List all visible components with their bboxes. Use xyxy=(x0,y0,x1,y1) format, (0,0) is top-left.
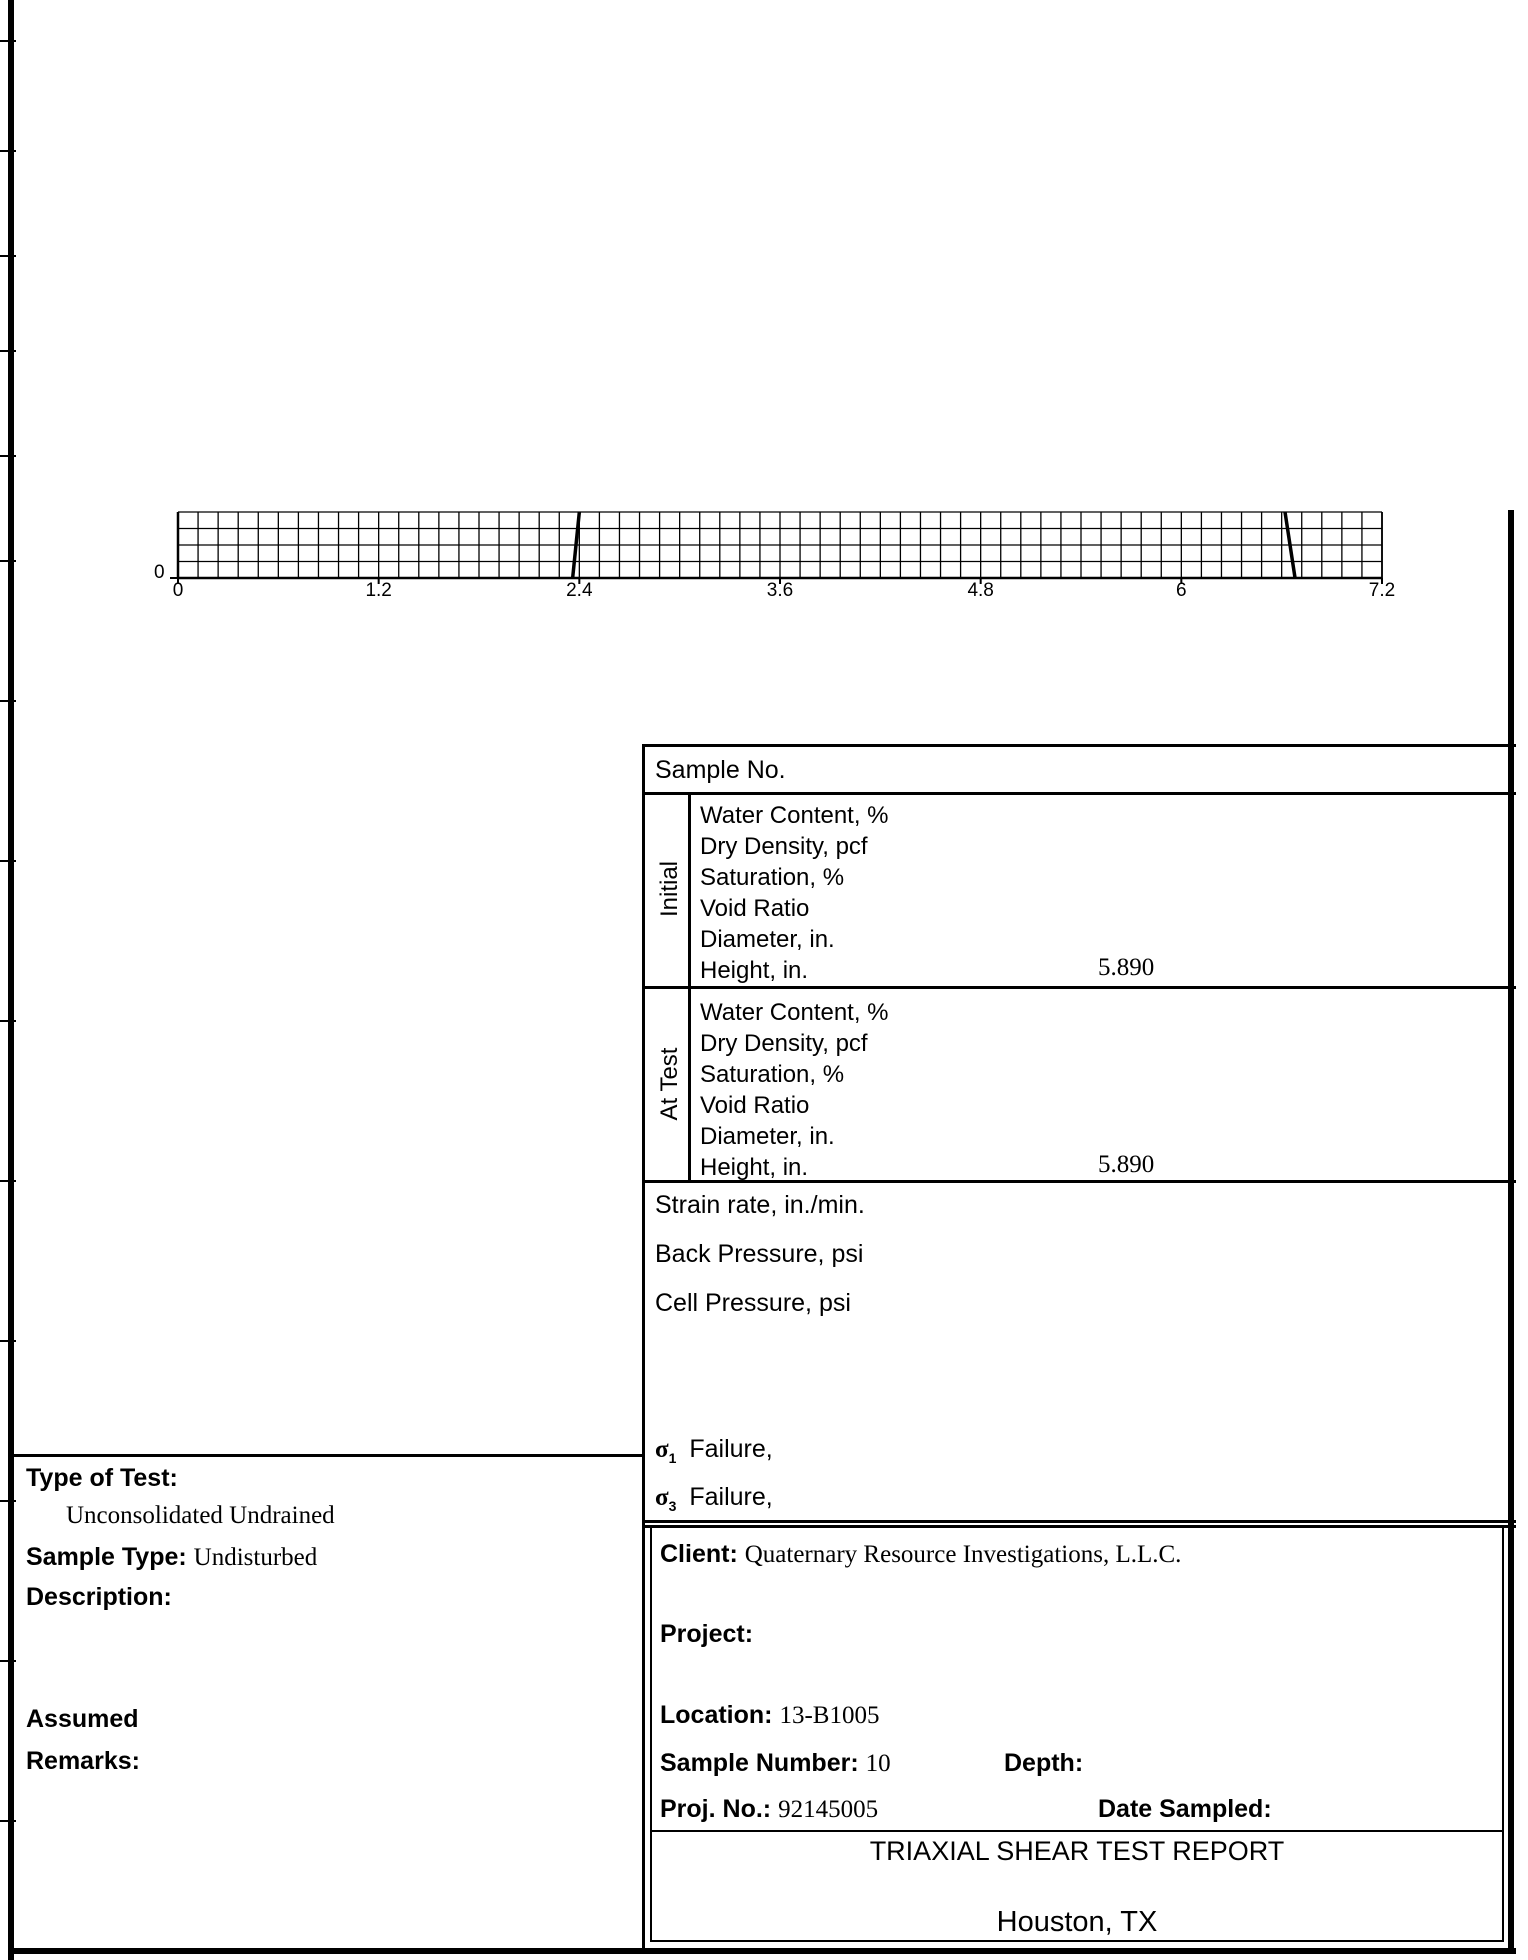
type-of-test-label: Type of Test: xyxy=(26,1464,178,1492)
x-tick-label: 6 xyxy=(1176,580,1187,601)
initial-row-label: Dry Density, pcf xyxy=(700,833,868,860)
location-row xyxy=(660,1700,879,1731)
sample-number-value: 10 xyxy=(865,1750,891,1777)
x-tick-label: 4.8 xyxy=(967,580,994,601)
sigma3-failure-row xyxy=(655,1482,773,1521)
proj-no-label: Proj. No.: xyxy=(660,1795,772,1823)
at-test-row-label: Height, in. xyxy=(700,1154,809,1181)
client-label: Client: xyxy=(660,1540,738,1568)
sample-type-label: Sample Type: xyxy=(26,1543,187,1571)
at-test-row-label: Dry Density, pcf xyxy=(700,1030,868,1057)
sigma1-symbol: σ xyxy=(655,1436,669,1463)
sigma1-failure-row xyxy=(655,1434,773,1473)
initial-row-label: Water Content, % xyxy=(700,802,889,829)
at-test-row-label: Diameter, in. xyxy=(700,1123,835,1150)
initial-row-label: Void Ratio xyxy=(700,895,810,922)
at-test-height-value: 5.890 xyxy=(1098,1151,1155,1178)
sample-no-label: Sample No. xyxy=(655,756,786,784)
sigma3-symbol: σ xyxy=(655,1484,669,1511)
proj-no-row xyxy=(660,1794,878,1825)
left-panel-right-divider xyxy=(642,1454,645,1954)
initial-row-label: Saturation, % xyxy=(700,864,845,891)
x-tick-label: 2.4 xyxy=(566,580,593,601)
assumed-label: Assumed xyxy=(26,1705,139,1733)
strain-rate-label: Strain rate, in./min. xyxy=(655,1191,865,1219)
client-row xyxy=(660,1539,1181,1570)
cell-pressure-label: Cell Pressure, psi xyxy=(655,1289,851,1317)
initial-row-label: Height, in. xyxy=(700,957,809,984)
frame-bottom-border xyxy=(8,1948,1516,1954)
x-tick-label: 3.6 xyxy=(766,580,794,601)
initial-row-label: Diameter, in. xyxy=(700,926,835,953)
sample-type-row xyxy=(26,1542,317,1573)
sample-type-value: Undisturbed xyxy=(193,1544,318,1571)
location-value: 13-B1005 xyxy=(779,1702,880,1729)
y-tick-label: 0 xyxy=(154,562,165,583)
sample-header-divider xyxy=(642,792,1516,795)
stress-strain-chart xyxy=(0,0,1528,620)
sigma1-subscript: 1 xyxy=(668,1450,677,1466)
client-value: Quaternary Resource Investigations, L.L.C. xyxy=(744,1541,1182,1568)
depth-label: Depth: xyxy=(1004,1749,1084,1777)
x-tick-label: 1.2 xyxy=(365,580,392,601)
report-title: TRIAXIAL SHEAR TEST REPORT xyxy=(869,1836,1285,1866)
location-label: Location: xyxy=(660,1701,773,1729)
description-label: Description: xyxy=(26,1583,172,1611)
sample-number-row xyxy=(660,1748,891,1779)
sigma3-subscript: 3 xyxy=(668,1498,677,1514)
x-tick-label: 0 xyxy=(172,580,184,601)
x-tick-label: 7.2 xyxy=(1368,580,1396,601)
at-test-row-label: Water Content, % xyxy=(700,999,889,1026)
sigma3-failure-label: Failure, xyxy=(689,1483,773,1511)
initial-section-label: Initial xyxy=(656,860,683,918)
project-label: Project: xyxy=(660,1620,754,1648)
report-city: Houston, TX xyxy=(996,1906,1158,1938)
pressure-section-bottom-divider xyxy=(642,1520,1516,1523)
project-info-box xyxy=(650,1526,1504,1942)
initial-height-value: 5.890 xyxy=(1098,954,1155,981)
date-sampled-label: Date Sampled: xyxy=(1098,1795,1272,1823)
remarks-label: Remarks: xyxy=(26,1747,140,1775)
at-test-section-label: At Test xyxy=(656,1047,683,1121)
sample-number-label: Sample Number: xyxy=(660,1749,859,1777)
back-pressure-label: Back Pressure, psi xyxy=(655,1240,864,1268)
proj-no-value: 92145005 xyxy=(778,1796,879,1823)
at-test-row-label: Void Ratio xyxy=(700,1092,810,1119)
sigma1-failure-label: Failure, xyxy=(689,1435,773,1463)
left-panel-top-divider xyxy=(14,1454,644,1457)
report-title-divider xyxy=(650,1830,1504,1832)
initial-at-test-divider xyxy=(642,986,1516,989)
type-of-test-value: Unconsolidated Undrained xyxy=(66,1502,335,1529)
at-test-row-label: Saturation, % xyxy=(700,1061,845,1088)
